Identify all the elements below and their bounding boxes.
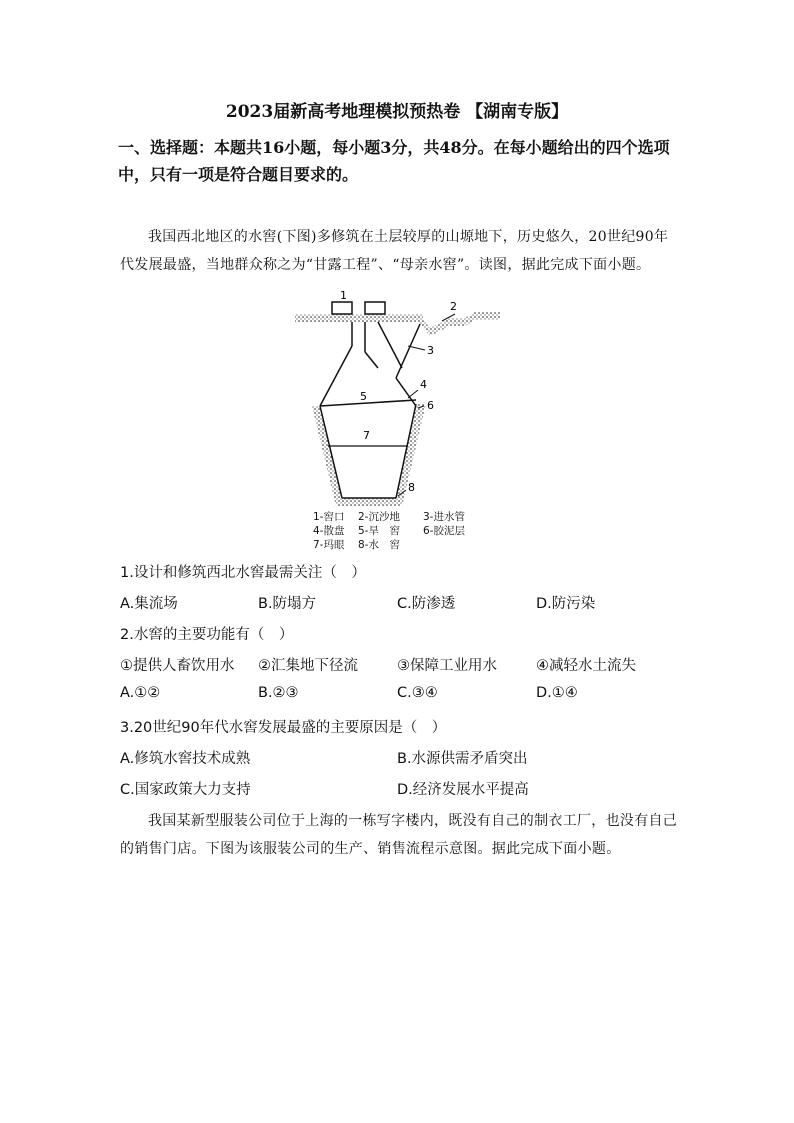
cellar-cover-2 [365,302,385,314]
q3-option-a[interactable]: A.修筑水窖技术成熟 [120,751,251,767]
legend-3: 3-进水管 [423,511,465,523]
q1-option-a[interactable]: A.集流场 [120,596,178,612]
legend-7: 7-玛眼 [313,539,345,551]
label-8: 8 [408,481,415,494]
q2-item-2: ②汇集地下径流 [258,658,358,674]
q2-option-d[interactable]: D.①④ [536,685,578,701]
q2-option-c[interactable]: C.③④ [397,685,438,701]
inlet-pipe-upper [378,322,402,368]
label-1: 1 [340,289,347,302]
q1-option-b[interactable]: B.防塌方 [258,596,317,612]
q2-item-3: ③保障工业用水 [397,658,497,674]
q2-option-a[interactable]: A.①② [120,685,161,701]
q2-item-1: ①提供人畜饮用水 [120,658,235,674]
question-2-stem: 2.水窖的主要功能有（ ） [120,627,294,643]
legend-5: 5-旱 窖 [358,525,400,537]
q1-option-c[interactable]: C.防渗透 [397,596,456,612]
ground-surface-right [418,312,500,336]
legend-1: 1-窖口 [313,511,345,523]
label-3: 3 [427,344,434,357]
q3-option-b[interactable]: B.水源供需矛盾突出 [397,751,528,767]
legend-8: 8-水 窖 [358,539,400,551]
legend-2: 2-沉沙地 [358,511,400,523]
inlet-pipe-lower [396,324,420,378]
passage-clothing-company: 我国某新型服装公司位于上海的一栋写字楼内，既没有自己的制衣工厂，也没有自己的销售门店。下图为该服装公司的生产、销售流程示意图。据此完成下面小题。 [120,813,678,857]
legend-4: 4-散盘 [313,525,345,537]
question-1-stem: 1.设计和修筑西北水窖最需关注（ ） [120,565,366,581]
label-2: 2 [450,300,457,313]
ground-surface-left [295,314,423,322]
exam-title: 2023届新高考地理模拟预热卷 【湖南专版】 [225,102,569,122]
passage-water-cellar: 我国西北地区的水窖(下图)多修筑在土层较厚的山塬地下，历史悠久，20世纪90年代发展最盛，当地群众称之为“甘露工程”、“母亲水窖”。读图，据此完成下面小题。 [120,229,669,273]
cellar-cover-1 [332,302,352,314]
q3-option-d[interactable]: D.经济发展水平提高 [397,782,529,798]
q3-option-c[interactable]: C.国家政策大力支持 [120,782,251,798]
section-heading: 一、选择题：本题共16小题，每小题3分，共48分。在每小题给出的四个选项中，只有一项是符合题目要求的。 [118,138,670,184]
dry-wet-divider [320,400,416,406]
q1-option-d[interactable]: D.防污染 [536,596,596,612]
label-4: 4 [420,378,427,391]
question-3-stem: 3.20世纪90年代水窖发展最盛的主要原因是（ ） [120,720,447,736]
q2-option-b[interactable]: B.②③ [258,685,299,701]
legend-6: 6-胶泥层 [423,525,465,537]
label-6: 6 [427,399,434,412]
label-7: 7 [363,429,370,442]
label-5: 5 [360,390,367,403]
q2-item-4: ④减轻水土流失 [536,658,636,674]
